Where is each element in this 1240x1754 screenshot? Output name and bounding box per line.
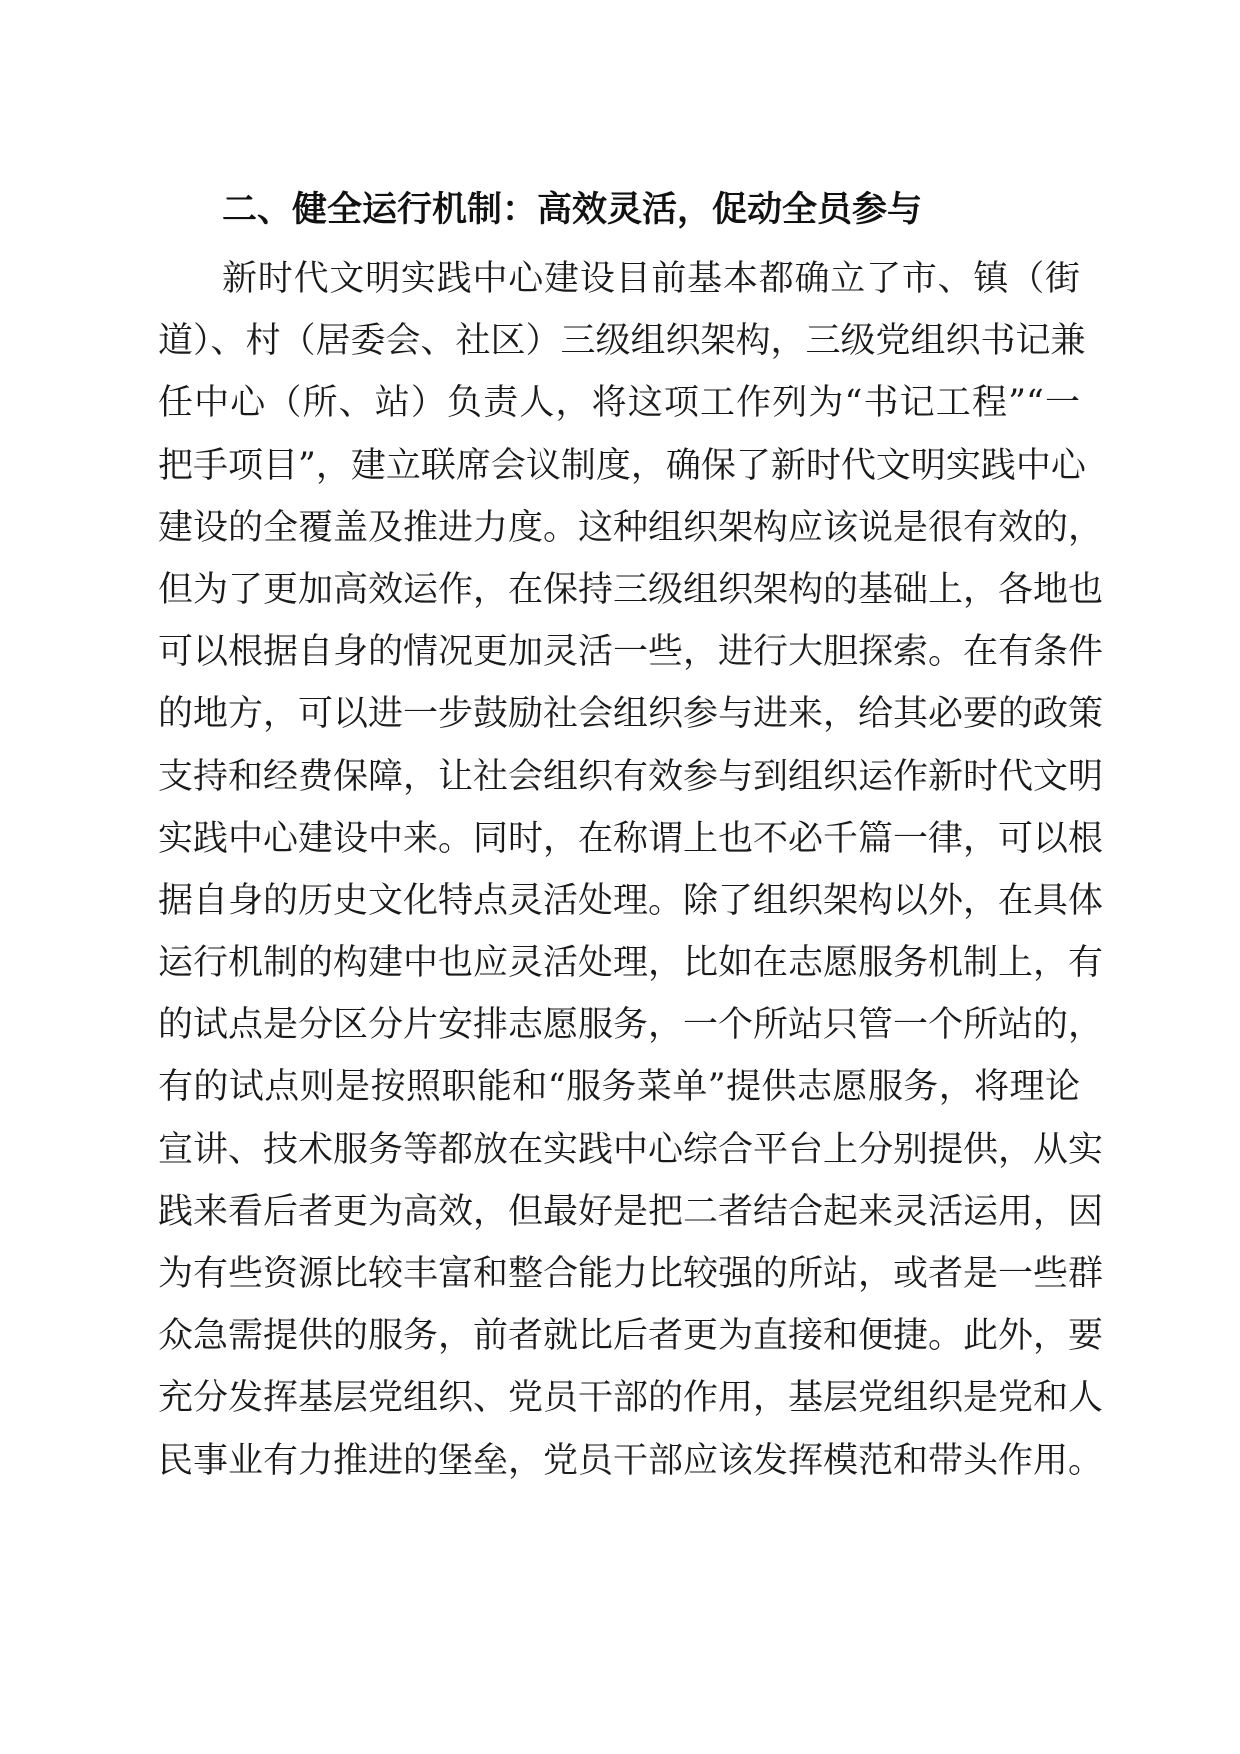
paragraph-line: 但为了更加高效运作，在保持三级组织架构的基础上，各地也 <box>158 569 1104 610</box>
paragraph-line: 据自身的历史文化特点灵活处理。除了组织架构以外，在具体 <box>158 880 1104 921</box>
paragraph-line: 宣讲、技术服务等都放在实践中心综合平台上分别提供，从实 <box>158 1129 1104 1170</box>
paragraph-line: 众急需提供的服务，前者就比后者更为直接和便捷。此外，要 <box>158 1316 1104 1357</box>
section-heading: 二、健全运行机制：高效灵活，促动全员参与 <box>222 190 923 230</box>
paragraph-line: 任中心（所、站）负责人，将这项工作列为“书记工程”“一 <box>158 383 1080 424</box>
paragraph-line: 道）、村（居委会、社区）三级组织架构，三级党组织书记兼 <box>158 321 1086 362</box>
paragraph-line: 民事业有力推进的堡垒，党员干部应该发挥模范和带头作用。 <box>158 1440 1104 1481</box>
paragraph-line: 的地方，可以进一步鼓励社会组织参与进来，给其必要的政策 <box>158 694 1104 735</box>
paragraph-line: 建设的全覆盖及推进力度。这种组织架构应该说是很有效的， <box>158 507 1104 548</box>
paragraph-line: 实践中心建设中来。同时，在称谓上也不必千篇一律，可以根 <box>158 818 1104 859</box>
paragraph-line: 支持和经费保障，让社会组织有效参与到组织运作新时代文明 <box>158 756 1104 797</box>
paragraph-line: 有的试点则是按照职能和“服务菜单”提供志愿服务，将理论 <box>158 1067 1080 1108</box>
paragraph-line: 把手项目”，建立联席会议制度，确保了新时代文明实践中心 <box>158 445 1086 486</box>
paragraph-line: 运行机制的构建中也应灵活处理，比如在志愿服务机制上，有 <box>158 943 1104 984</box>
paragraph-line: 践来看后者更为高效，但最好是把二者结合起来灵活运用，因 <box>158 1191 1104 1232</box>
body-paragraph <box>158 248 1104 1492</box>
paragraph-line: 充分发挥基层党组织、党员干部的作用，基层党组织是党和人 <box>158 1378 1104 1419</box>
paragraph-line: 的试点是分区分片安排志愿服务，一个所站只管一个所站的， <box>158 1005 1104 1046</box>
paragraph-line: 可以根据自身的情况更加灵活一些，进行大胆探索。在有条件 <box>158 632 1104 673</box>
paragraph-line: 新时代文明实践中心建设目前基本都确立了市、镇（街 <box>222 259 1080 299</box>
paragraph-line: 为有些资源比较丰富和整合能力比较强的所站，或者是一些群 <box>158 1254 1104 1294</box>
